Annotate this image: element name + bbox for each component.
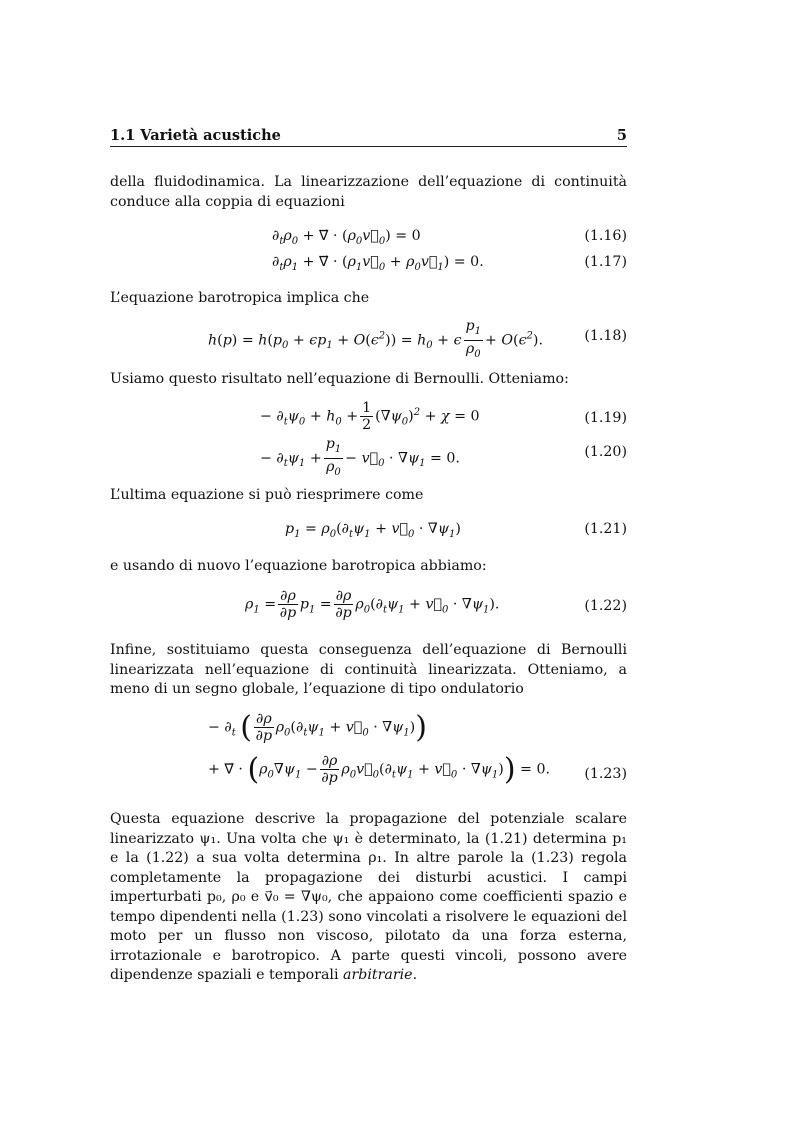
equation-1-20: − $\partial_t\psi_1$ + $\frac{p_1}{\rho_0}$ − $v⃗_0 \cdot \nabla\psi_1 = 0$. (1.20) — [260, 436, 627, 478]
equation-1-23-line2: + ∇⃗ · ($\rho_0\nabla\psi_1$ − $\frac{\partial\rho}{\partial p}$ $\rho_0v⃗_0(\partial_t\psi_1$ + $v⃗_0 \cdot \nabla\psi_1)) = 0$. (1.23) — [208, 752, 627, 787]
equation-1-21: $p_1 = \rho_0(\partial_t\psi_1$ + $v⃗_0 \cdot \nabla\psi_1$) (1.21) — [285, 521, 627, 540]
paragraph-3: Usiamo questo risultato nell’equazione di Bernoulli. Otteniamo: — [110, 371, 569, 387]
paragraph-7-end: . — [412, 967, 418, 983]
equation-number: (1.19) — [584, 410, 627, 426]
equation-number: (1.16) — [584, 228, 627, 244]
equation-number: (1.17) — [584, 254, 627, 270]
running-header — [110, 124, 627, 147]
paragraph-7-emphasis: arbitrarie — [343, 967, 413, 983]
paragraph-2: L’equazione barotropica implica che — [110, 290, 370, 306]
equation-1-23-line1: − $\partial_t$ ( $\frac{\partial\rho}{\partial p}$ $\rho_0(\partial_t\psi_1$ + $v⃗_0 \cdot \nabla\psi_1$)) — [208, 710, 427, 745]
page-number: 5 — [616, 127, 627, 144]
paragraph-6: Infine, sostituiamo questa conseguenza dell’equazione di Bernoulli linearizzata nell’equazione di continuità linearizzata. Otteniamo, a meno di un segno globale, l’equazione di tipo ondulatorio — [110, 642, 627, 697]
paragraph-7 — [110, 810, 627, 986]
equation-1-17: $\partial_t\rho_1$ + ∇⃗ · ($\rho_1v⃗_0$ + $\rho_0v⃗_1) = 0$. (1.17) — [272, 254, 627, 273]
equation-1-19: − $\partial_t\psi_0 + h_0$ + $\frac{1}{2}$ $(\nabla\psi_0)^2 + \chi = 0$ (1.19) — [260, 400, 627, 433]
equation-1-16: $\partial_t\rho_0$ + ∇⃗ · $(\rho_0v⃗_0) = 0$ (1.16) — [272, 228, 627, 247]
paragraph-5: e usando di nuovo l’equazione barotropica abbiamo: — [110, 558, 487, 574]
equation-number: (1.20) — [584, 444, 627, 460]
paragraph-1: della fluidodinamica. La linearizzazione dell’equazione di continuità conduce alla coppia di equazioni — [110, 174, 627, 210]
equation-number: (1.21) — [584, 521, 627, 537]
equation-number: (1.23) — [584, 766, 627, 782]
paragraph-4: L’ultima equazione si può riesprimere come — [110, 487, 424, 503]
paragraph-7-text: Questa equazione descrive la propagazione del potenziale scalare linearizzato ψ₁. Una volta che ψ₁ è determinato, la (1.21) determina p₁ e la (1.22) a sua volta determina ρ₁. In altre parole la (1.23) regola completamente la propagazione dei disturbi acustici. I campi imperturbati p₀, ρ₀ e v⃗₀ = ∇ψ₀, che appaiono come coefficienti spazio e tempo dipendenti nella (1.23) sono vincolati a risolvere le equazioni del moto per un flusso non viscoso, pilotato da una forza esterna, irrotazionale e barotropico. A parte questi vincoli, possono avere dipendenze spaziali e temporali — [110, 811, 627, 983]
equation-number: (1.18) — [584, 328, 627, 344]
equation-1-22: $\rho_1$ = $\frac{\partial\rho}{\partial p}$ $p_1$ = $\frac{\partial\rho}{\partial p}$ $\rho_0(\partial_t\psi_1$ + $v⃗_0 \cdot \nabla\psi_1$). (1.22) — [245, 588, 627, 621]
equation-number: (1.22) — [584, 598, 627, 614]
section-title: 1.1 Varietà acustiche — [110, 127, 281, 144]
equation-1-18: $h(p) = h(p_0 + \epsilon p_1 + O(\epsilon^2)) = h_0 + \epsilon$ $\frac{p_1}{\rho_0}$ + $O(\epsilon^2)$. (1.18) — [208, 318, 627, 360]
